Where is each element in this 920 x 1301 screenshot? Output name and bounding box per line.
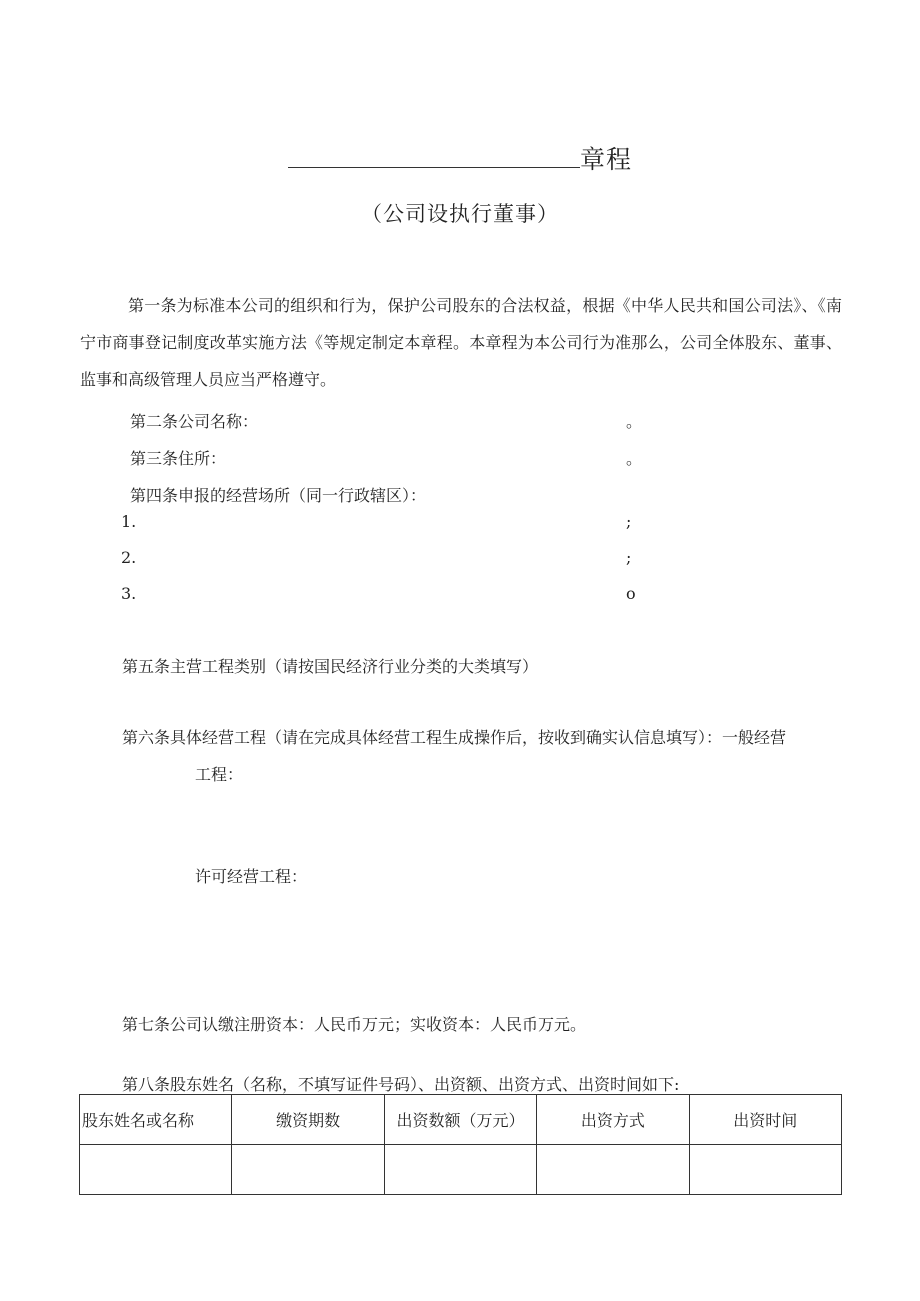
table-cell (537, 1145, 689, 1195)
article-6-line-2: 工程： (195, 765, 244, 784)
article-2-end: 。 (626, 412, 643, 431)
article-4-label: 第四条申报的经营场所（同一行政辖区）： (130, 486, 427, 505)
article-1 (80, 287, 842, 398)
article-5: 第五条主营工程类别（请按国民经济行业分类的大类填写） (122, 657, 539, 676)
article-1-text: 第一条为标准本公司的组织和行为，保护公司股东的合法权益，根据《中华人民共和国公司法》、《南宁市商事登记制度改革实施方法《等规定制定本章程。本章程为本公司行为准那么，公司全体股东、董事、监事和高级管理人员应当严格遵守。 (80, 296, 842, 389)
document-title (0, 140, 920, 176)
shareholder-table (79, 1094, 842, 1195)
article-4-item-3-end: o (626, 584, 636, 603)
table-header-row (80, 1095, 842, 1145)
article-4-item-2-num: 2. (121, 548, 137, 567)
title-blank-line (288, 145, 580, 168)
article-4-item-1-end: ; (626, 512, 632, 531)
article-3-end: 。 (626, 449, 643, 468)
article-4-item-1-num: 1. (121, 512, 137, 531)
title-text: 章程 (579, 145, 632, 174)
header-capital-time: 出资时间 (689, 1095, 841, 1145)
header-capital-method: 出资方式 (537, 1095, 689, 1145)
article-4-item-3-num: 3. (121, 584, 137, 603)
table-cell (689, 1145, 841, 1195)
header-capital-amount: 出资数额（万元） (384, 1095, 536, 1145)
table-cell (384, 1145, 536, 1195)
header-shareholder-name: 股东姓名或名称 (80, 1095, 232, 1145)
document-subtitle: （公司设执行董事） (361, 202, 559, 226)
article-2-label: 第二条公司名称： (130, 412, 259, 431)
article-6-permit: 许可经营工程： (195, 867, 308, 886)
article-7: 第七条公司认缴注册资本：人民币万元；实收资本：人民币万元。 (122, 1015, 587, 1034)
article-8: 第八条股东姓名（名称，不填写证件号码）、出资额、出资方式、出资时间如下: (122, 1075, 680, 1094)
article-3-label: 第三条住所： (130, 449, 227, 468)
table-cell (80, 1145, 232, 1195)
table-row (80, 1145, 842, 1195)
article-4-item-2-end: ; (626, 548, 632, 567)
table-cell (232, 1145, 384, 1195)
article-6-line-1: 第六条具体经营工程（请在完成具体经营工程生成操作后，按收到确实认信息填写）：一般经营 (122, 728, 787, 747)
header-payment-period: 缴资期数 (232, 1095, 384, 1145)
